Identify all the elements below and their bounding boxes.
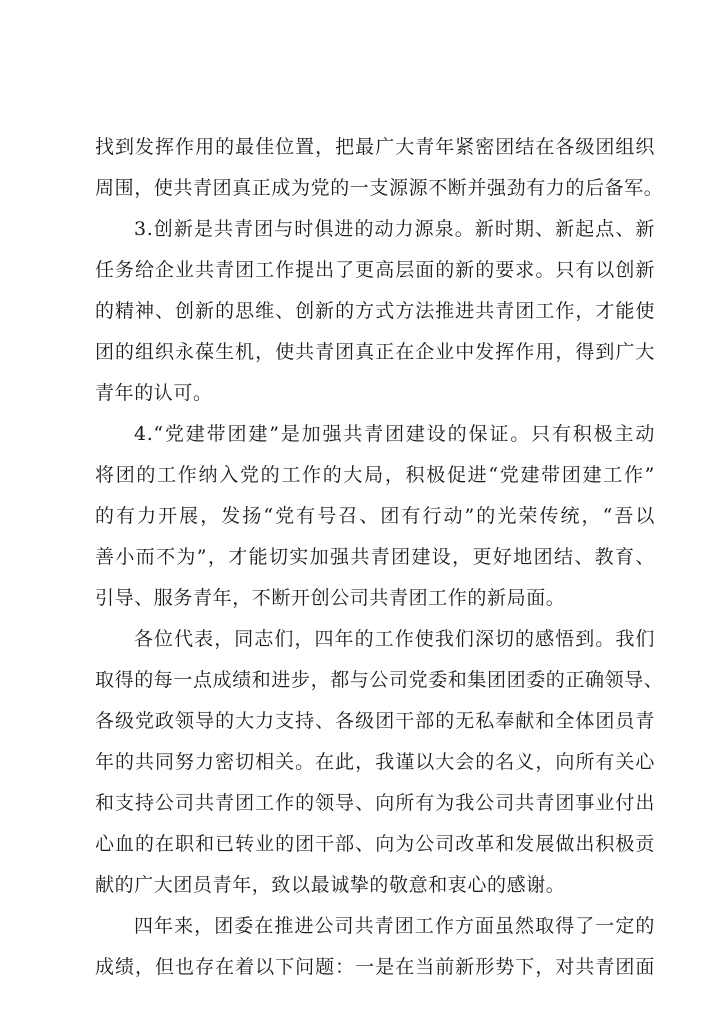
text-line: 青年的认可。 [95, 382, 213, 404]
text-line: 善小而不为”，才能切实加强共青团建设，更好地团结、教育、 [95, 546, 655, 568]
paragraph-start-line: 4.“党建带团建”是加强共青团建设的保证。只有积极主动 [134, 423, 655, 445]
text-line: 取得的每一点成绩和进步，都与公司党委和集团团委的正确领导、 [95, 669, 664, 691]
text-line: 引导、服务青年，不断开创公司共青团工作的新局面。 [95, 587, 566, 609]
text-line: 的有力开展，发扬“党有号召、团有行动”的光荣传统，“吾以 [95, 505, 655, 527]
paragraph-start-line: 3.创新是共青团与时俱进的动力源泉。新时期、新起点、新 [134, 218, 655, 240]
text-line: 献的广大团员青年，致以最诚挚的敬意和衷心的感谢。 [95, 874, 566, 896]
paragraph-start-line: 四年来，团委在推进公司共青团工作方面虽然取得了一定的 [134, 915, 655, 937]
text-line: 成绩，但也存在着以下问题：一是在当前新形势下，对共青团面 [95, 956, 655, 978]
text-line: 的精神、创新的思维、创新的方式方法推进共青团工作，才能使 [95, 300, 655, 322]
text-line: 年的共同努力密切相关。在此，我谨以大会的名义，向所有关心 [95, 751, 655, 773]
text-line: 周围，使共青团真正成为党的一支源源不断并强劲有力的后备军。 [95, 177, 664, 199]
text-line: 心血的在职和已转业的团干部、向为公司改革和发展做出积极贡 [95, 833, 655, 855]
text-line: 任务给企业共青团工作提出了更高层面的新的要求。只有以创新 [95, 259, 655, 281]
text-line: 团的组织永葆生机，使共青团真正在企业中发挥作用，得到广大 [95, 341, 655, 363]
text-line: 各级党政领导的大力支持、各级团干部的无私奉献和全体团员青 [95, 710, 655, 732]
paragraph-start-line: 各位代表，同志们，四年的工作使我们深切的感悟到。我们 [134, 628, 655, 650]
text-line: 和支持公司共青团工作的领导、向所有为我公司共青团事业付出 [95, 792, 655, 814]
text-line: 找到发挥作用的最佳位置，把最广大青年紧密团结在各级团组织 [95, 136, 655, 158]
text-line: 将团的工作纳入党的工作的大局，积极促进“党建带团建工作” [95, 464, 655, 486]
